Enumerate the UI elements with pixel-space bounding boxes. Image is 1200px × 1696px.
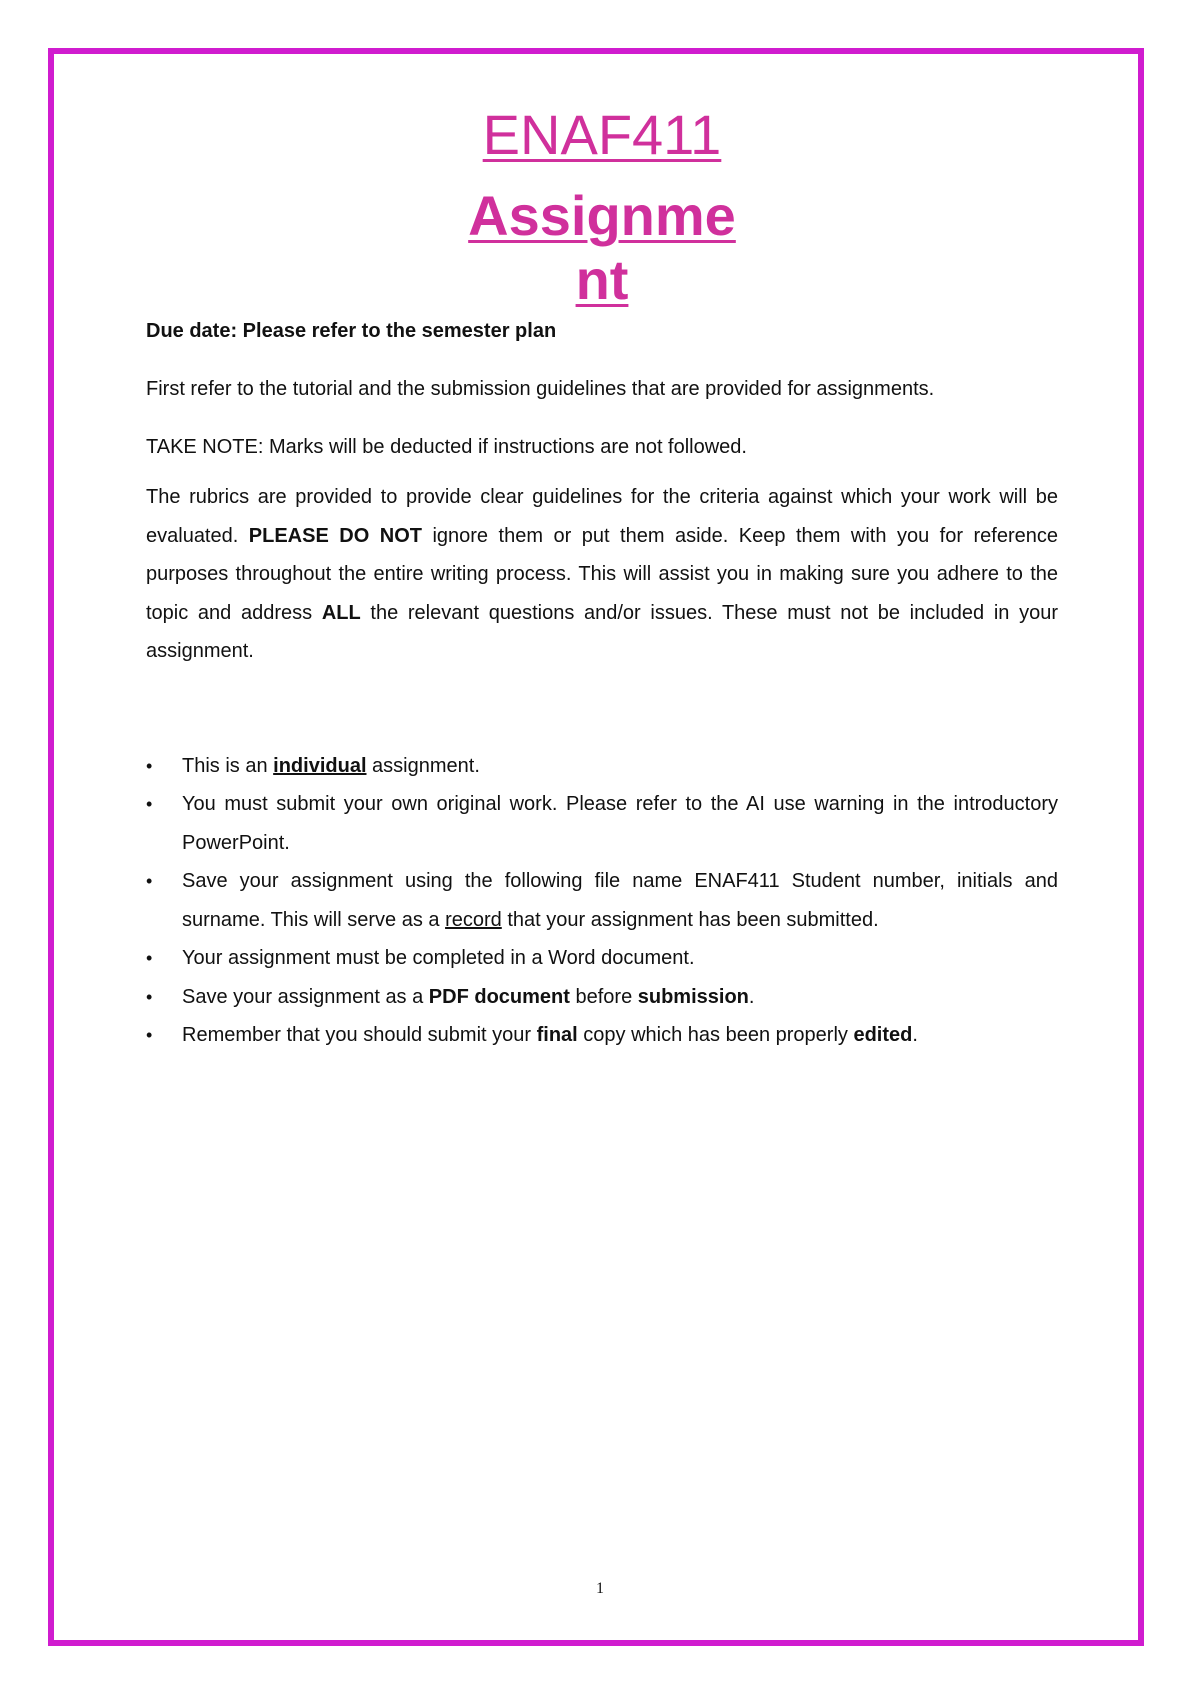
course-code-heading: ENAF411: [482, 103, 722, 166]
list-item: • Your assignment must be completed in a Word document.: [146, 939, 1058, 978]
emphasis-submission: submission: [637, 985, 749, 1008]
rubrics-text-3: the relevant questions and/or issues. These must not be included in your assignment.: [146, 601, 1058, 662]
bullet-icon: •: [146, 755, 153, 776]
take-note-paragraph: TAKE NOTE: Marks will be deducted if instructions are not followed.: [146, 436, 747, 458]
bullet-icon: •: [146, 986, 153, 1007]
bullet-icon: •: [146, 1025, 153, 1045]
emphasis-pdf-document: PDF document: [428, 985, 570, 1008]
rubrics-text-1: The rubrics are provided to provide clear guidelines for the criteria against which your work will be evaluated.: [146, 486, 1058, 547]
instructions-list: [146, 747, 1058, 1055]
intro-paragraph: First refer to the tutorial and the submission guidelines that are provided for assignments.: [146, 378, 935, 400]
due-date: Due date: Please refer to the semester plan: [146, 320, 557, 342]
emphasis-final: final: [536, 1024, 578, 1046]
list-item: • Save your assignment as a PDF document before submission.: [146, 978, 1058, 1017]
page-number: 1: [596, 1580, 604, 1597]
document-body: [146, 100, 1058, 1055]
list-item: • Remember that you should submit your final copy which has been properly edited.: [146, 1016, 1058, 1055]
rubrics-text-2: ignore them or put them aside. Keep them with you for reference purposes throughout the entire writing process. This will assist you in making sure you adhere to the topic and address: [146, 524, 1058, 624]
bullet-icon: •: [146, 794, 153, 814]
list-item: • You must submit your own original work. Please refer to the AI use warning in the introductory PowerPoint.: [146, 785, 1058, 862]
emphasis-edited: edited: [853, 1024, 913, 1046]
list-item: • Save your assignment using the following file name ENAF411 Student number, initials and surname. This will serve as a record that your assignment has been submitted.: [146, 862, 1058, 939]
bullet-icon: •: [146, 948, 153, 968]
emphasis-individual: individual: [273, 754, 367, 777]
rubrics-bold-all: ALL: [321, 601, 361, 624]
rubrics-bold-please-do-not: PLEASE DO NOT: [248, 524, 422, 547]
list-item: • This is an individual assignment.: [146, 747, 1058, 786]
assignment-title: Assignment: [468, 184, 736, 311]
bullet-icon: •: [146, 871, 153, 891]
rubrics-paragraph: [146, 478, 1058, 671]
emphasis-record: record: [445, 908, 502, 931]
